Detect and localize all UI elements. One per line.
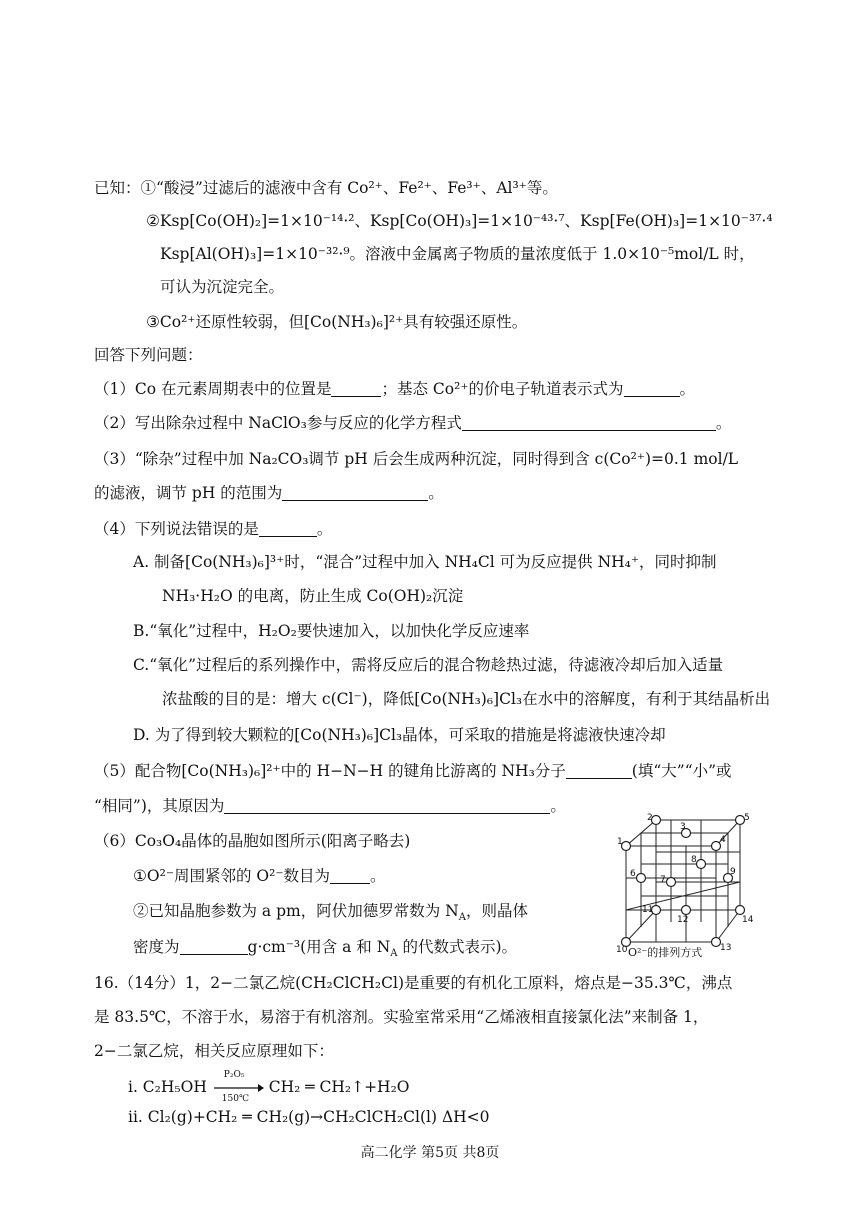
figure-label: 12 — [677, 915, 689, 925]
known-line-3: Ksp[Al(OH)₃]=1×10⁻³²·⁹。溶液中金属离子物质的量浓度低于 1.0×10⁻⁵mol/L 时， — [160, 245, 755, 263]
figure-label: 4 — [720, 835, 726, 845]
figure-label: 3 — [680, 822, 686, 832]
answer-prompt: 回答下列问题： — [94, 346, 203, 364]
question-4-stem: （4）下列说法错误的是 。 — [94, 520, 333, 538]
figure-label: 7 — [660, 875, 666, 885]
figure-label: 2 — [647, 813, 653, 823]
question-6-part-3: 密度为 g·cm⁻³(用含 a 和 $N_A$ 的代数式表示)。 — [133, 938, 517, 960]
figure-label: 9 — [730, 867, 736, 877]
answer-blank[interactable] — [282, 486, 428, 501]
question-16-line-1: 16.（14分）1，2−二氯乙烷(CH₂ClCH₂Cl)是重要的有机化工原料，熔点是−35.3℃，沸点 — [94, 974, 733, 992]
question-5-line-2: “相同”)，其原因为 。 — [94, 797, 566, 815]
question-5-line-1: （5）配合物[Co(NH₃)₆]²⁺中的 H−N−H 的键角比游离的 NH₃分子 (填“大”“小”或 — [94, 762, 732, 780]
crystal-cell-figure — [616, 812, 756, 962]
option-c-line-2: 浓盐酸的目的是：增大 c(Cl⁻)，降低[Co(NH₃)₆]Cl₃在水中的溶解度，有利于其结晶析出 — [162, 690, 771, 708]
question-6-part-1: ①O²⁻周围紧邻的 O²⁻数目为 。 — [133, 867, 386, 885]
answer-blank[interactable] — [566, 764, 632, 779]
figure-label: 5 — [744, 813, 750, 823]
question-16-line-3: 2−二氯乙烷，相关反应原理如下： — [94, 1042, 334, 1060]
answer-blank[interactable] — [259, 522, 317, 537]
reaction-2: ii. Cl₂(g)+CH₂ ═ CH₂(g)→CH₂ClCH₂Cl(l) ΔH<0 — [128, 1108, 490, 1126]
answer-blank[interactable] — [224, 799, 550, 814]
known-line-1: 已知：①“酸浸”过滤后的滤液中含有 Co²⁺、Fe²⁺、Fe³⁺、Al³⁺等。 — [94, 179, 558, 197]
known-line-2: ②Ksp[Co(OH)₂]=1×10⁻¹⁴·²、Ksp[Co(OH)₃]=1×10⁻⁴³·⁷、Ksp[Fe(OH)₃]=1×10⁻³⁷·⁴ — [146, 212, 773, 230]
answer-blank[interactable] — [624, 382, 680, 397]
figure-label: 8 — [691, 855, 697, 865]
reaction-arrow: P₂O₅ 150℃ — [212, 1081, 264, 1095]
figure-caption: O²⁻的排列方式 — [628, 946, 703, 959]
option-a-line-2: NH₃·H₂O 的电离，防止生成 Co(OH)₂沉淀 — [162, 587, 464, 605]
question-6-part-2: ②已知晶胞参数为 a pm，阿伏加德罗常数为 $N_A$，则晶体 — [133, 902, 528, 924]
figure-label: 14 — [742, 915, 754, 925]
figure-label: 13 — [720, 943, 732, 953]
figure-label: 10 — [616, 945, 628, 955]
option-c-line-1: C.“氧化”过程后的系列操作中，需将反应后的混合物趁热过滤，待滤液冷却后加入适量 — [133, 656, 724, 674]
page-footer: 高二化学 第5页 共8页 — [360, 1145, 500, 1161]
answer-blank[interactable] — [330, 869, 370, 884]
reaction-1: i. C₂H₅OH P₂O₅ 150℃ CH₂ ═ CH₂↑+H₂O — [128, 1070, 410, 1104]
figure-label: 1 — [617, 837, 623, 847]
answer-blank[interactable] — [462, 416, 716, 431]
option-d: D. 为了得到较大颗粒的[Co(NH₃)₆]Cl₃晶体，可采取的措施是将滤液快速冷却 — [133, 726, 666, 744]
answer-blank[interactable] — [331, 382, 381, 397]
figure-label: 6 — [630, 869, 636, 879]
question-3-line-2: 的滤液，调节 pH 的范围为 。 — [94, 484, 444, 502]
question-3-line-1: （3）“除杂”过程中加 Na₂CO₃调节 pH 后会生成两种沉淀，同时得到含 c(Co²⁺)=0.1 mol/L — [94, 450, 739, 468]
option-a-line-1: A. 制备[Co(NH₃)₆]³⁺时，“混合”过程中加入 NH₄Cl 可为反应提供 NH₄⁺，同时抑制 — [133, 553, 717, 571]
figure-label: 11 — [642, 905, 654, 915]
known-line-5: ③Co²⁺还原性较弱，但[Co(NH₃)₆]²⁺具有较强还原性。 — [146, 313, 528, 331]
question-6-stem: （6）Co₃O₄晶体的晶胞如图所示(阳离子略去) — [94, 832, 411, 850]
question-16-line-2: 是 83.5℃，不溶于水，易溶于有机溶剂。实验室常采用“乙烯液相直接氯化法”来制备 1， — [94, 1008, 709, 1026]
option-b: B.“氧化”过程中，H₂O₂要快速加入，以加快化学反应速率 — [133, 622, 530, 640]
question-2: （2）写出除杂过程中 NaClO₃参与反应的化学方程式 。 — [94, 414, 732, 432]
known-line-4: 可认为沉淀完全。 — [160, 278, 285, 296]
question-1: （1）Co 在元素周期表中的位置是 ；基态 Co²⁺的价电子轨道表示式为 。 — [94, 380, 696, 398]
answer-blank[interactable] — [180, 940, 248, 955]
